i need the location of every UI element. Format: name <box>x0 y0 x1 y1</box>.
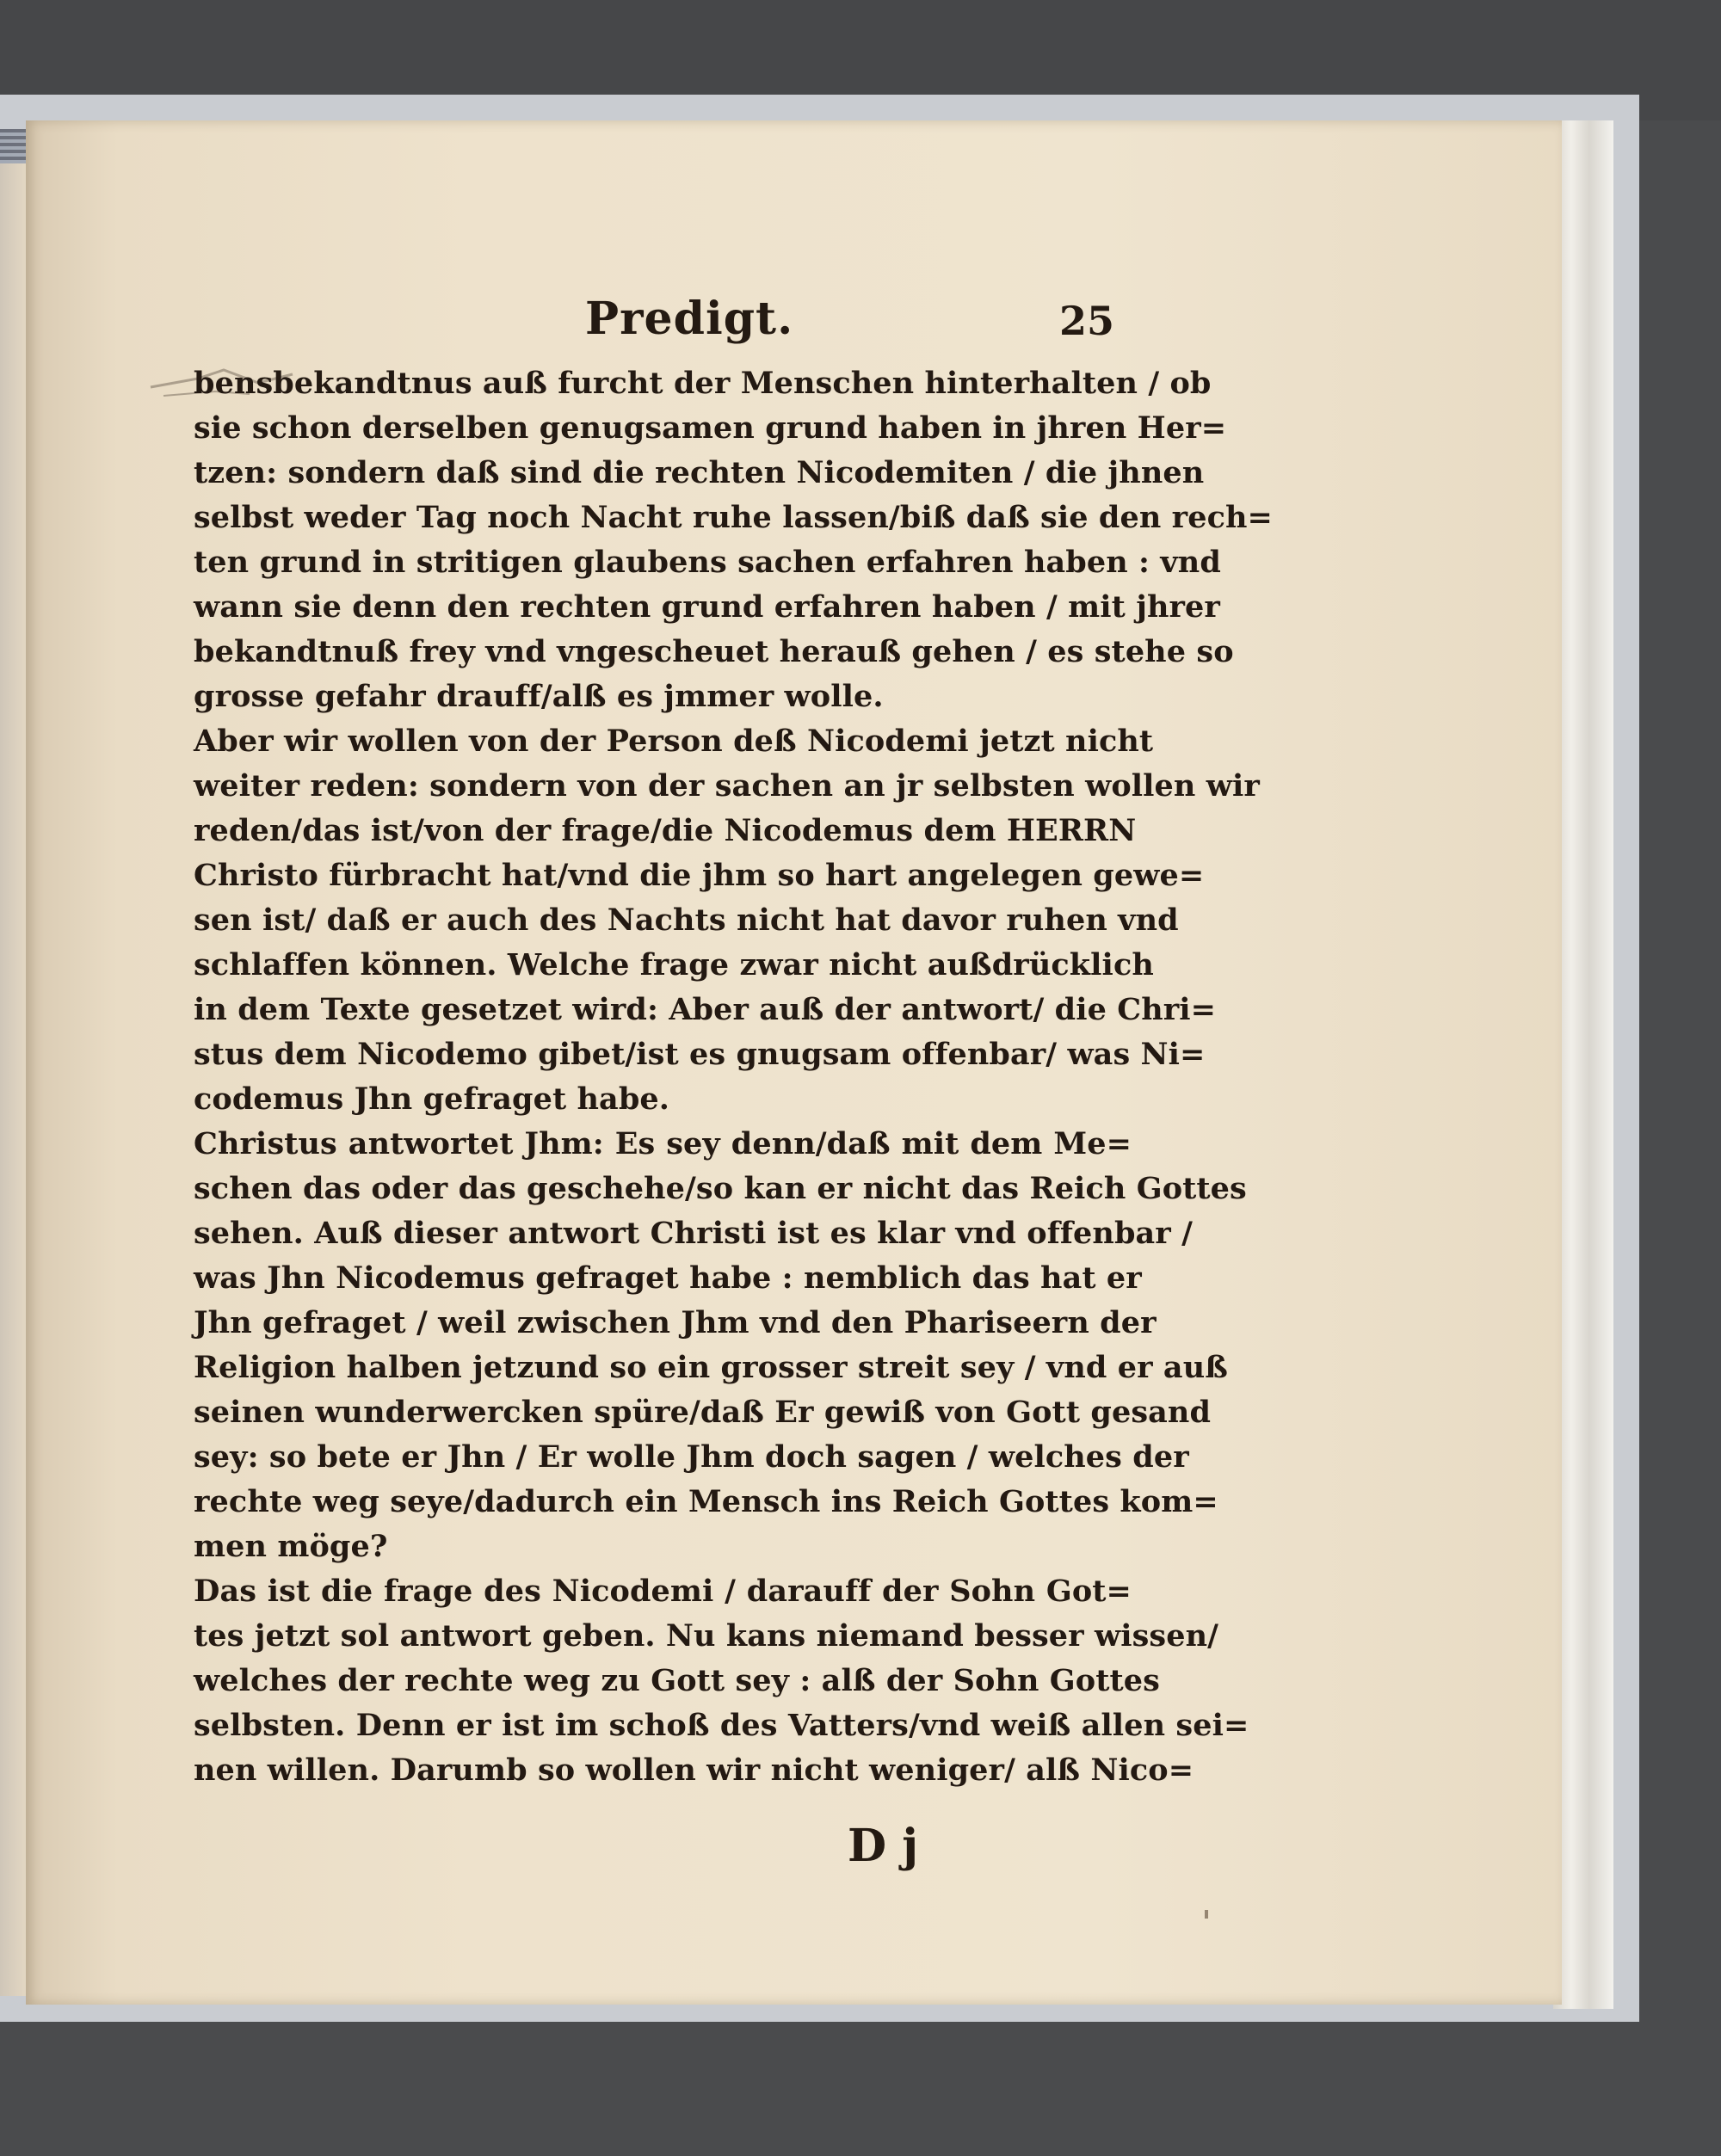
text-line: codemus Jhn gefraget habe. <box>194 1081 670 1117</box>
text-line: schlaffen können. Welche frage zwar nicht außdrücklich <box>194 947 1154 983</box>
body-text <box>194 361 1273 1793</box>
text-line: schen das oder das geschehe/so kan er nicht das Reich Gottes <box>194 1171 1247 1206</box>
text-line: rechte weg seye/dadurch ein Mensch ins Reich Gottes kom= <box>194 1484 1218 1519</box>
page-number: 25 <box>1058 298 1114 344</box>
text-line: Religion halben jetzund so ein grosser streit sey / vnd er auß <box>194 1350 1228 1385</box>
text-line: Aber wir wollen von der Person deß Nicodemi jetzt nicht <box>194 724 1154 759</box>
text-line: Christus antwortet Jhm: Es sey denn/daß mit dem Me= <box>194 1126 1132 1161</box>
running-head: Predigt. <box>585 293 794 345</box>
text-line: weiter reden: sondern von der sachen an jr selbsten wollen wir <box>194 768 1260 804</box>
text-line: bensbekandtnus auß furcht der Menschen hinterhalten / ob <box>194 366 1212 401</box>
text-line: selbsten. Denn er ist im schoß des Vatters/vnd weiß allen sei= <box>194 1708 1249 1743</box>
text-line: Jhn gefraget / weil zwischen Jhm vnd den Phariseern der <box>194 1305 1157 1340</box>
text-line: nen willen. Darumb so wollen wir nicht weniger/ alß Nico= <box>194 1753 1194 1788</box>
text-line: sie schon derselben genugsamen grund haben in jhren Her= <box>194 410 1227 446</box>
text-line: selbst weder Tag noch Nacht ruhe lassen/biß daß sie den rech= <box>194 500 1273 535</box>
text-line: Das ist die frage des Nicodemi / darauff der Sohn Got= <box>194 1574 1132 1609</box>
text-line: sey: so bete er Jhn / Er wolle Jhm doch sagen / welches der <box>194 1439 1189 1475</box>
text-line: bekandtnuß frey vnd vngescheuet herauß gehen / es stehe so <box>194 634 1234 669</box>
text-line: ten grund in stritigen glaubens sachen erfahren haben : vnd <box>194 545 1221 580</box>
text-line: stus dem Nicodemo gibet/ist es gnugsam offenbar/ was Ni= <box>194 1037 1206 1072</box>
text-line: tes jetzt sol antwort geben. Nu kans niemand besser wissen/ <box>194 1618 1219 1654</box>
text-line: sehen. Auß dieser antwort Christi ist es klar vnd offenbar / <box>194 1216 1193 1251</box>
signature-mark: D j <box>848 1820 919 1872</box>
text-line: was Jhn Nicodemus gefraget habe : nemblich das hat er <box>194 1260 1142 1296</box>
text-line: Christo fürbracht hat/vnd die jhm so hart angelegen gewe= <box>194 858 1205 893</box>
page-edges <box>1553 120 1613 2009</box>
facing-page-edge <box>0 129 26 1996</box>
text-line: seinen wunderwercken spüre/daß Er gewiß von Gott gesand <box>194 1395 1212 1430</box>
text-line: sen ist/ daß er auch des Nachts nicht hat davor ruhen vnd <box>194 902 1179 938</box>
text-line: grosse gefahr drauff/alß es jmmer wolle. <box>194 679 884 714</box>
paper-speck <box>1205 1910 1208 1919</box>
text-line: in dem Texte gesetzet wird: Aber auß der antwort/ die Chri= <box>194 992 1217 1027</box>
text-line: welches der rechte weg zu Gott sey : alß der Sohn Gottes <box>194 1663 1160 1698</box>
text-line: wann sie denn den rechten grund erfahren haben / mit jhrer <box>194 589 1220 625</box>
text-line: men möge? <box>194 1529 388 1564</box>
text-line: reden/das ist/von der frage/die Nicodemus dem HERRN <box>194 813 1137 848</box>
text-line: tzen: sondern daß sind die rechten Nicodemiten / die jhnen <box>194 455 1205 490</box>
page-header <box>194 293 1132 353</box>
